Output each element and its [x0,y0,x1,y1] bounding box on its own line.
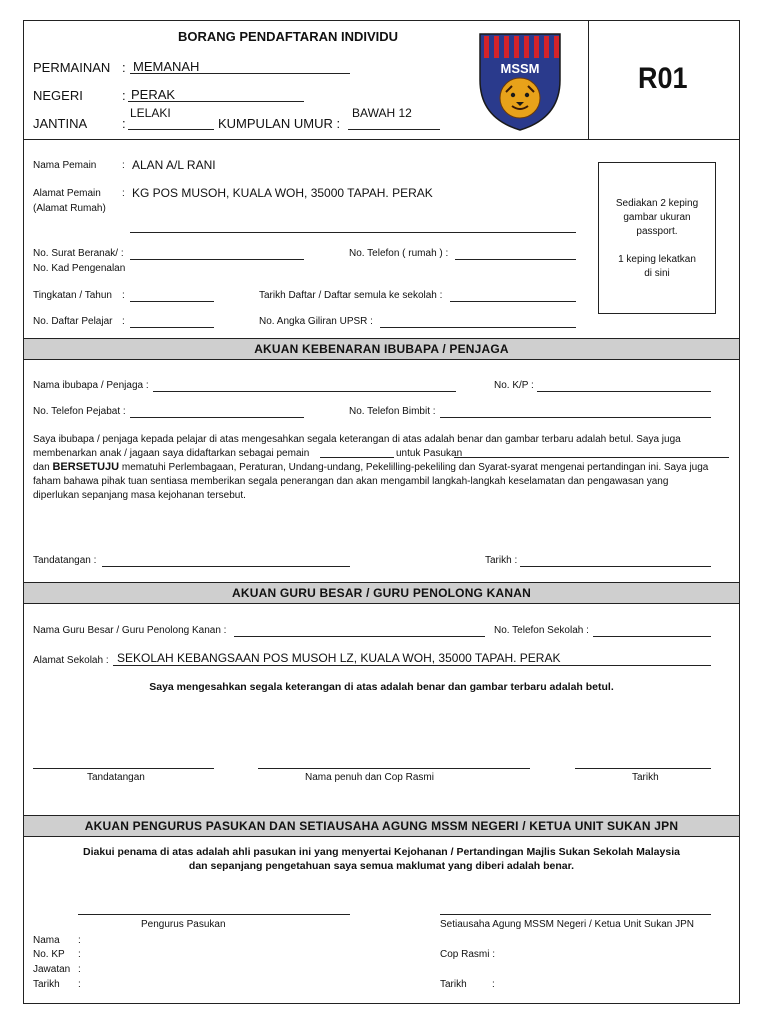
alamat-sekolah-label: Alamat Sekolah : [33,655,109,666]
setiausaha-label: Setiausaha Agung MSSM Negeri / Ketua Unit Sukan JPN [440,919,695,930]
surat-line[interactable] [130,259,304,260]
tel-bimbit-line[interactable] [440,417,711,418]
separator: : [78,949,81,960]
ibubapa-para2b: untuk Pasukan [396,448,463,459]
separator: : [122,188,125,199]
tandatangan-line[interactable] [102,566,350,567]
sig-tarikh-label: Tarikh [632,772,659,783]
tel-sekolah-label: No. Telefon Sekolah : [494,625,589,636]
nama-ibubapa-label: Nama ibubapa / Penjaga : [33,380,149,391]
ibubapa-para4: faham bahawa pihak tuan sentiasa memberikan segala penerangan dan akan mengambil langkah-langkah keselamatan dan pengawasan yang [33,476,669,487]
ibubapa-para3a: dan [33,462,50,473]
tarikh-label: Tarikh : [485,555,518,566]
divider [23,139,740,140]
pengurus-line2: dan sepanjang pengetahuan saya semua maklumat yang diberi adalah benar. [188,860,575,872]
jantina-value[interactable]: LELAKI [130,106,171,120]
permainan-line [130,73,350,74]
alamat-line [130,232,576,233]
sig-line[interactable] [575,768,711,769]
surat-beranak-label: No. Surat Beranak/ : [33,248,124,259]
jawatan-label: Jawatan [33,964,71,975]
separator: : [492,979,495,990]
tarikh-right-label: Tarikh [440,979,467,990]
ibubapa-band: AKUAN KEBENARAN IBUBAPA / PENJAGA [24,338,739,360]
tingkatan-label: Tingkatan / Tahun [33,290,112,301]
kad-pengenalan-label: No. Kad Pengenalan [33,263,126,274]
alamat-sekolah-value[interactable]: SEKOLAH KEBANGSAAN POS MUSOH LZ, KUALA WOH, 35000 TAPAH. PERAK [117,651,561,665]
separator: : [122,160,125,171]
negeri-label: NEGERI [33,88,83,103]
sig-nama-label: Nama penuh dan Cop Rasmi [305,772,434,783]
bersetuju-text: BERSETUJU [52,461,120,473]
form-code: R01 [638,62,688,95]
photo-text: passport. [636,226,678,237]
ibubapa-para3c: mematuhi Perlembagaan, Peraturan, Undang-undang, Pekelilling-pekeliling dan Syarat-syarat mengenai pertandingan ini. Saya juga [121,462,709,473]
alamat-pemain-sub: (Alamat Rumah) [33,203,106,214]
sig-line[interactable] [33,768,214,769]
tel-bimbit-label: No. Telefon Bimbit : [349,406,436,417]
pengurus-line1: Diakui penama di atas adalah ahli pasukan ini yang menyertai Kejohanan / Pertandingan Majlis Sukan Sekolah Malaysia [83,846,680,858]
divider [588,20,589,140]
photo-box[interactable] [598,162,716,314]
photo-text: gambar ukuran [623,212,691,223]
pengurus-pasukan-label: Pengurus Pasukan [141,919,226,930]
negeri-line [128,101,304,102]
cop-rasmi-label: Cop Rasmi : [440,949,496,960]
tandatangan-label: Tandatangan : [33,555,97,566]
kumpulan-value[interactable]: BAWAH 12 [352,106,412,120]
tel-pejabat-label: No. Telefon Pejabat : [33,406,126,417]
daftar-pelajar-label: No. Daftar Pelajar [33,316,113,327]
tarikh-line[interactable] [520,566,711,567]
kumpulan-line [348,129,440,130]
sig-line[interactable] [440,914,711,915]
kumpulan-label: KUMPULAN UMUR : [218,116,341,131]
separator: : [122,88,126,103]
sig-line[interactable] [78,914,350,915]
mssm-logo [478,32,562,132]
logo-text: MSSM [500,61,540,76]
negeri-value[interactable]: PERAK [131,87,176,102]
sig-tandatangan-label: Tandatangan [87,772,145,783]
separator: : [78,964,81,975]
guru-statement: Saya mengesahkan segala keterangan di atas adalah benar dan gambar terbaru adalah betul. [149,681,614,693]
tarikh-daftar-line[interactable] [450,301,576,302]
no-kp-label: No. KP [33,949,65,960]
tingkatan-line[interactable] [130,301,214,302]
daftar-pelajar-line[interactable] [130,327,214,328]
separator: : [122,316,125,327]
tel-rumah-line[interactable] [455,259,576,260]
jantina-label: JANTINA [33,116,88,131]
tel-sekolah-line[interactable] [593,636,711,637]
sig-line[interactable] [258,768,530,769]
alamat-sekolah-line [113,665,711,666]
nama-ibubapa-line[interactable] [153,391,456,392]
ibubapa-para5: diperlukan sepanjang masa kejohanan tersebut. [33,490,246,501]
separator: : [122,116,126,131]
nama-pemain-value[interactable]: ALAN A/L RANI [132,158,216,172]
permainan-value[interactable]: MEMANAH [133,59,200,74]
pengurus-statement [24,845,739,873]
ibubapa-para2a: membenarkan anak / jagaan saya didaftarkan sebagai pemain [33,448,310,459]
separator: : [122,290,125,301]
tarikh-pengurus-label: Tarikh [33,979,60,990]
jantina-line [128,129,214,130]
photo-text: di sini [644,268,670,279]
kp-line[interactable] [537,391,711,392]
separator: : [122,60,126,75]
permainan-label: PERMAINAN [33,60,111,75]
alamat-pemain-value[interactable]: KG POS MUSOH, KUALA WOH, 35000 TAPAH. PERAK [132,186,433,200]
form-title: BORANG PENDAFTARAN INDIVIDU [178,29,399,44]
ibubapa-para1: Saya ibubapa / penjaga kepada pelajar di atas mengesahkan segala keterangan di atas adalah benar dan gambar terbaru adalah betul. Saya juga [33,434,681,445]
photo-text: 1 keping lekatkan [618,254,696,265]
upsr-line[interactable] [380,327,576,328]
kp-label: No. K/P : [494,380,534,391]
pengurus-band: AKUAN PENGURUS PASUKAN DAN SETIAUSAHA AGUNG MSSM NEGERI / KETUA UNIT SUKAN JPN [24,815,739,837]
tel-rumah-label: No. Telefon ( rumah ) : [349,248,449,259]
pasukan-line[interactable] [454,457,729,458]
upsr-label: No. Angka Giliran UPSR : [259,316,373,327]
separator: : [78,935,81,946]
alamat-pemain-label: Alamat Pemain [33,188,101,199]
nama-guru-line[interactable] [234,636,485,637]
photo-text: Sediakan 2 keping [615,198,699,209]
tel-pejabat-line[interactable] [130,417,304,418]
nama-pemain-label: Nama Pemain [33,160,97,171]
guru-band: AKUAN GURU BESAR / GURU PENOLONG KANAN [24,582,739,604]
tarikh-daftar-label: Tarikh Daftar / Daftar semula ke sekolah : [259,290,443,301]
nama-guru-label: Nama Guru Besar / Guru Penolong Kanan : [33,625,227,636]
pemain-line[interactable] [320,457,394,458]
separator: : [78,979,81,990]
nama-label: Nama [33,935,60,946]
